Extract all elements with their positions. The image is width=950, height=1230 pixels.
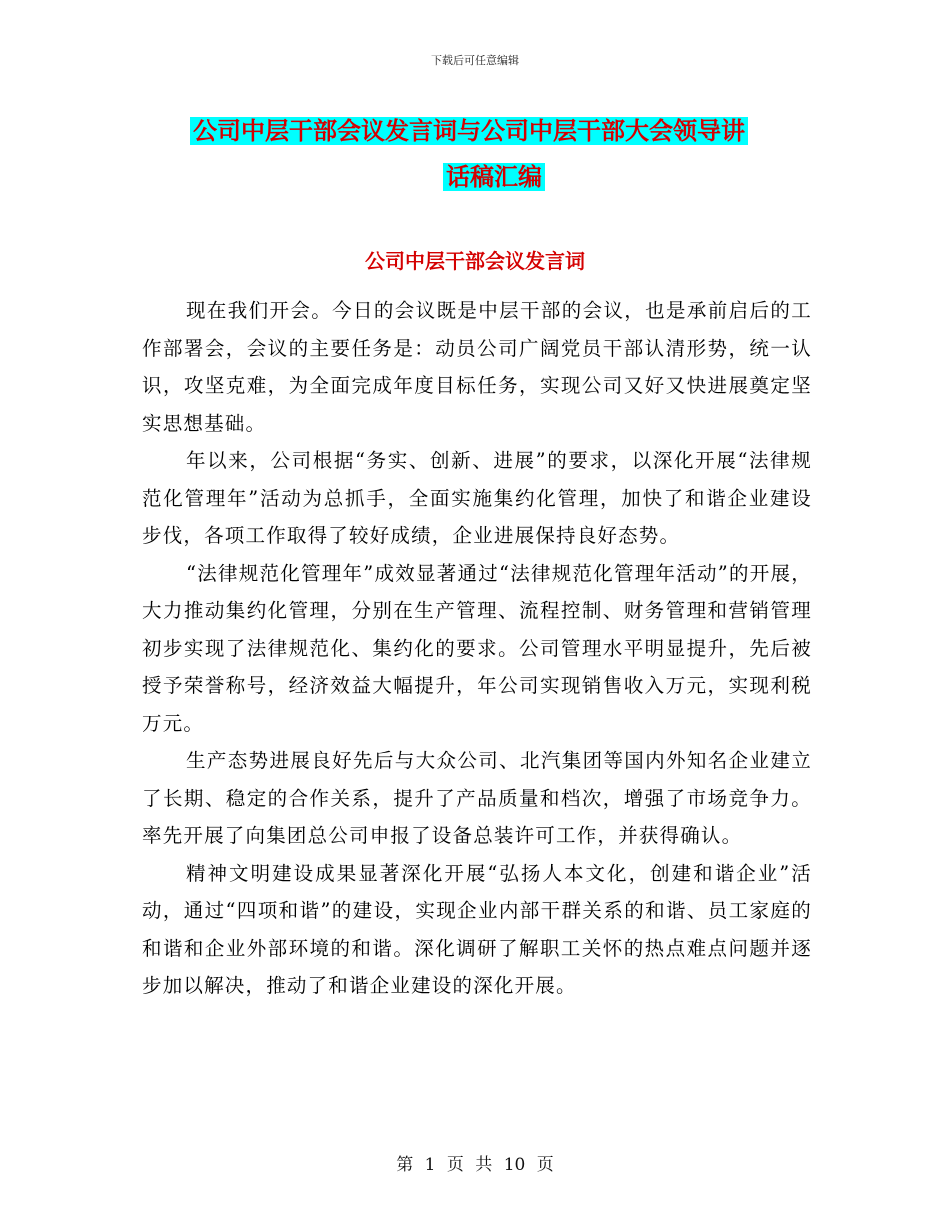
paragraph: 年以来，公司根据“务实、创新、进展”的要求，以深化开展“法律规范化管理年”活动为总抓手，全面实施集约化管理，加快了和谐企业建设步伐，各项工作取得了较好成绩，企业进展保持良好态势。: [142, 449, 812, 547]
document-title-line-1: [190, 108, 830, 154]
paragraph: 生产态势进展良好先后与大众公司、北汽集团等国内外知名企业建立了长期、稳定的合作关系，提升了产品质量和档次，增强了市场竞争力。率先开展了向集团总公司申报了设备总装许可工作，并获得确认。: [142, 749, 812, 847]
document-title-line-2-text: 话稿汇编: [443, 163, 545, 191]
section-heading: 公司中层干部会议发言词: [365, 249, 585, 273]
body-text: [142, 292, 812, 1005]
paragraph: 精神文明建设成果显著深化开展“弘扬人本文化，创建和谐企业”活动，通过“四项和谐”的建设，实现企业内部干群关系的和谐、员工家庭的和谐和企业外部环境的和谐。深化调研了解职工关怀的热点难点问题并逐步加以解决，推动了和谐企业建设的深化开展。: [142, 861, 812, 997]
document-title-line-2: [190, 154, 798, 200]
page-number-footer: 第 1 页 共 10 页: [396, 1155, 554, 1175]
document-title: [190, 108, 830, 200]
paragraph: 现在我们开会。今日的会议既是中层干部的会议，也是承前启后的工作部署会，会议的主要任务是：动员公司广阔党员干部认清形势，统一认识，攻坚克难，为全面完成年度目标任务，实现公司又好又快进展奠定坚实思想基础。: [142, 299, 812, 435]
page-header-note: 下载后可任意编辑: [431, 54, 519, 67]
document-title-line-1-text: 公司中层干部会议发言词与公司中层干部大会领导讲: [190, 117, 748, 145]
paragraph: “法律规范化管理年”成效显著通过“法律规范化管理年活动”的开展，大力推动集约化管理，分别在生产管理、流程控制、财务管理和营销管理初步实现了法律规范化、集约化的要求。公司管理水平明显提升，先后被授予荣誉称号，经济效益大幅提升，年公司实现销售收入万元，实现利税万元。: [142, 561, 812, 735]
